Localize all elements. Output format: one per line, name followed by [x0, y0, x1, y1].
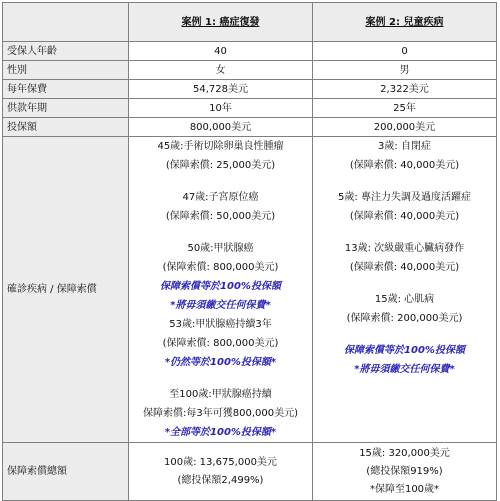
total-case2-amount: 15歲: 320,000美元: [359, 447, 450, 459]
case2-claim-5: (保障索償: 40,000美元): [349, 211, 460, 222]
case1-still-full-note: *仍然等於100%投保額*: [164, 357, 277, 368]
row-label-age: 受保人年齡: [3, 42, 129, 61]
gender-case2: 男: [313, 61, 497, 80]
case-comparison-table: [2, 2, 497, 501]
payment-term-case1: 10年: [129, 99, 313, 118]
row-label-gender: 性別: [3, 61, 129, 80]
total-case2-coverage-note: *保障至100歲*: [369, 483, 440, 495]
case2-claim-15: (保障索償: 200,000美元): [346, 313, 463, 324]
header-case2: [313, 3, 497, 42]
row-label-sum-insured: 投保額: [3, 118, 129, 137]
total-row: [3, 443, 497, 501]
row-label-premium: 每年保費: [3, 80, 129, 99]
header-case1: [129, 3, 313, 42]
row-label-total: 保障索償總額: [3, 443, 129, 501]
case2-event-15: 15歲: 心肌病: [374, 294, 435, 305]
diagnosis-case1: [129, 137, 313, 443]
table-row: [3, 42, 497, 61]
payment-term-case2: 25年: [313, 99, 497, 118]
case2-event-5: 5歲: 專注力失調及過度活躍症: [338, 192, 471, 203]
case2-event-13: 13歲: 次級嚴重心臟病發作: [344, 243, 465, 254]
gender-case1: 女: [129, 61, 313, 80]
age-case2: 0: [313, 42, 497, 61]
header-blank-cell: [3, 3, 129, 42]
case1-event-45: 45歲:手術切除卵巢良性腫瘤: [157, 141, 284, 152]
sum-insured-case1: 800,000美元: [129, 118, 313, 137]
header-row: [3, 3, 497, 42]
case2-claim-13: (保障索償: 40,000美元): [349, 262, 460, 273]
total-case1: [129, 443, 313, 501]
case2-event-3: 3歲: 自閉症: [378, 141, 431, 152]
case1-claim-53: (保障索償: 800,000美元): [162, 338, 279, 349]
total-case2-percent: (總投保額919%): [366, 465, 443, 477]
case1-claim-45: (保障索償: 25,000美元): [165, 160, 276, 171]
case1-event-53: 53歲:甲狀腺癌持續3年: [169, 319, 272, 330]
case2-premium-waiver-note: *將毋須繳交任何保費*: [354, 364, 455, 375]
diagnosis-row: [3, 137, 497, 443]
case1-all-full-note: *全部等於100%投保額*: [164, 427, 277, 438]
case1-claim-50: (保障索償: 800,000美元): [162, 262, 279, 273]
age-case1: 40: [129, 42, 313, 61]
premium-case1: 54,728美元: [129, 80, 313, 99]
case1-full-claim-note: 保障索償等於100%投保額: [160, 281, 281, 292]
diagnosis-case2: [313, 137, 497, 443]
header-case1-label: 案例 1: 癌症復發: [181, 16, 260, 28]
case1-event-100: 至100歲:甲狀腺癌持續: [169, 389, 272, 400]
case1-claim-100: 保障索償:每3年可獲800,000美元): [143, 408, 298, 419]
case1-premium-waiver-note: *將毋須繳交任何保費*: [170, 300, 271, 311]
table-row: [3, 99, 497, 118]
total-case1-amount: 100歲: 13,675,000美元: [164, 456, 277, 468]
table-row: [3, 80, 497, 99]
table-row: [3, 61, 497, 80]
header-case2-label: 案例 2: 兒童疾病: [365, 16, 444, 28]
case1-event-47: 47歲:子宮原位癌: [182, 192, 259, 203]
case2-claim-3: (保障索償: 40,000美元): [349, 160, 460, 171]
table-row: [3, 118, 497, 137]
total-case1-percent: (總投保額2,499%): [177, 474, 264, 486]
total-case2: [313, 443, 497, 501]
case1-event-50: 50歲:甲狀腺癌: [187, 243, 254, 254]
row-label-diagnosis: 確診疾病 / 保障索償: [3, 137, 129, 443]
case1-claim-47: (保障索償: 50,000美元): [165, 211, 276, 222]
case2-full-claim-note: 保障索償等於100%投保額: [344, 345, 465, 356]
premium-case2: 2,322美元: [313, 80, 497, 99]
row-label-payment-term: 供款年期: [3, 99, 129, 118]
sum-insured-case2: 200,000美元: [313, 118, 497, 137]
